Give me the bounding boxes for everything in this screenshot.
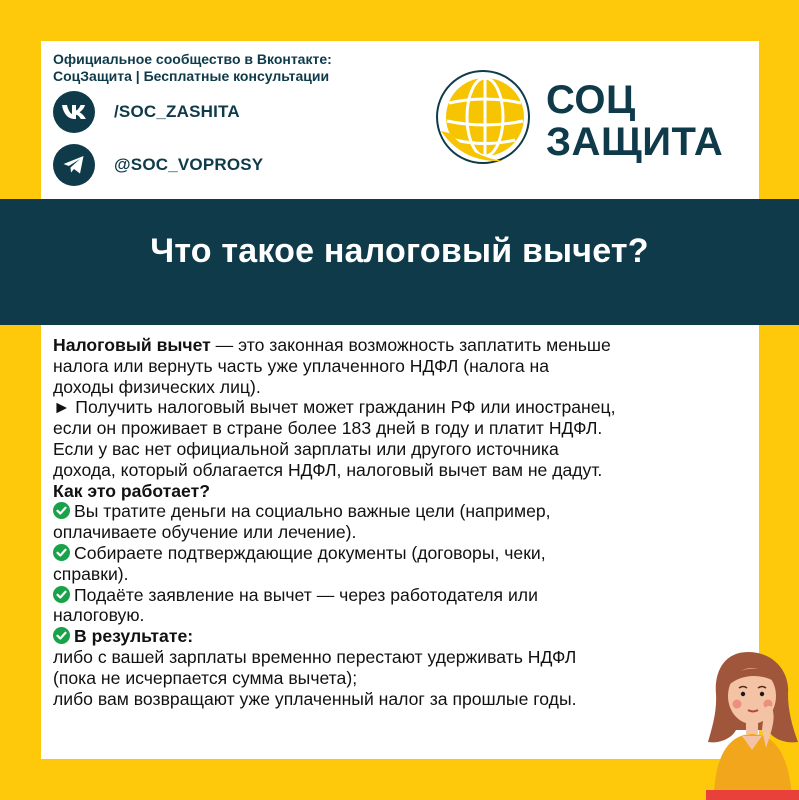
eligibility-line-3: Если у вас нет официальной зарплаты или другого источника	[53, 438, 559, 459]
step-3-line-1	[53, 585, 753, 606]
thinking-woman-illustration	[706, 650, 799, 800]
header-card	[41, 41, 759, 199]
title-band	[0, 199, 799, 325]
result-heading: В результате:	[74, 626, 194, 647]
definition-line-2: налога или вернуть часть уже уплаченного НДФЛ (налога на	[53, 355, 550, 376]
step-3-line-2: налоговую.	[53, 605, 145, 626]
how-heading: Как это работает?	[53, 480, 210, 501]
step-1-line-2: оплачиваете обучение или лечение).	[53, 522, 357, 543]
definition-text: — это законная возможность заплатить меньше	[210, 335, 611, 355]
definition-line-3: доходы физических лиц).	[53, 376, 261, 397]
eligibility-line-1: ► Получить налоговый вычет может гражданин РФ или иностранец,	[53, 397, 616, 418]
result-heading-line	[53, 626, 753, 647]
result-line-1: либо с вашей зарплаты временно перестают удерживать НДФЛ	[53, 646, 577, 667]
check-icon	[53, 627, 70, 644]
eligibility-line-4: дохода, который облагается НДФЛ, налоговый вычет вам не дадут.	[53, 459, 603, 480]
step-2-line-1	[53, 543, 753, 564]
vk-link[interactable]	[53, 91, 240, 133]
telegram-link[interactable]	[53, 144, 263, 186]
logo-text	[546, 79, 723, 163]
step-1-line-1	[53, 501, 753, 522]
logo-line-2: ЗАЩИТА	[546, 120, 724, 164]
community-line-1: Официальное сообщество в Вконтакте:	[53, 51, 332, 67]
logo-line-1: СОЦ	[546, 78, 636, 122]
vk-icon	[53, 91, 95, 133]
community-line-2: СоцЗащита | Бесплатные консультации	[53, 68, 330, 84]
step-3-text: Подаёте заявление на вычет — через работодателя или	[74, 584, 538, 605]
step-1-text: Вы тратите деньги на социально важные цели (например,	[74, 501, 551, 522]
page-title: Что такое налоговый вычет?	[150, 231, 649, 270]
telegram-handle: @SOC_VOPROSY	[114, 155, 264, 174]
step-2-line-2: справки).	[53, 563, 129, 584]
result-line-2: (пока не исчерпается сумма вычета);	[53, 667, 358, 688]
check-icon	[53, 502, 70, 519]
telegram-icon	[53, 144, 95, 186]
community-info	[53, 51, 332, 85]
check-icon	[53, 586, 70, 603]
content-card	[41, 325, 759, 759]
result-line-3: либо вам возвращают уже уплаченный налог за прошлые годы.	[53, 688, 577, 709]
article-text	[53, 335, 753, 709]
globe-logo-icon	[433, 67, 533, 167]
vk-handle: /SOC_ZASHITA	[114, 102, 240, 121]
step-2-text: Собираете подтверждающие документы (договоры, чеки,	[74, 542, 546, 563]
check-icon	[53, 544, 70, 561]
definition-line-1	[53, 335, 753, 356]
term-bold: Налоговый вычет	[53, 335, 211, 355]
eligibility-line-2: если он проживает в стране более 183 дней в году и платит НДФЛ.	[53, 418, 603, 439]
